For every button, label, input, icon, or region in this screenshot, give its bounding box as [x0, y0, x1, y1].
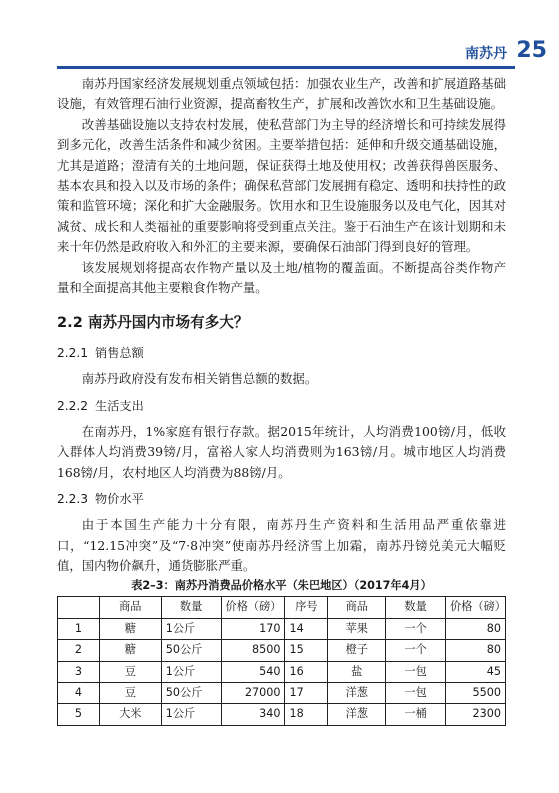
table-cell: 340 — [221, 704, 285, 725]
page-number: 25 — [516, 38, 547, 63]
subsection-heading-sales — [57, 343, 506, 363]
subsection-heading-price-level — [57, 489, 506, 509]
table-cell: 8500 — [221, 640, 285, 661]
table-cell: 80 — [446, 640, 506, 661]
table-cell: 16 — [285, 661, 328, 682]
table-cell: 一个 — [386, 640, 446, 661]
section-heading — [57, 311, 506, 335]
table-cell: 盐 — [328, 661, 386, 682]
subsection-title: 销售总额 — [95, 346, 144, 361]
column-header: 价格（磅） — [221, 597, 285, 618]
subsection-title: 生活支出 — [95, 398, 144, 413]
subsection-number: 2.2.2 — [57, 398, 89, 413]
page-body — [57, 74, 506, 726]
table-cell: 50公斤 — [161, 682, 221, 703]
subsection-title: 物价水平 — [95, 492, 144, 507]
table-cell: 17 — [285, 682, 328, 703]
table-cell: 80 — [446, 618, 506, 639]
subsection-heading-living-cost — [57, 396, 506, 416]
column-header: 商品 — [328, 597, 386, 618]
table-cell: 一包 — [386, 661, 446, 682]
table-cell: 豆 — [99, 661, 161, 682]
subsection-number: 2.2.1 — [57, 346, 89, 361]
table-row — [58, 618, 506, 639]
subsection-text-living-cost: 在南苏丹，1%家庭有银行存款。据2015年统计，人均消费100镑/月，低收入群体人均消费39镑/月，富裕人家人均消费则为163镑/月。城市地区人均消费168镑/月，农村地区人均消费为88镑/月。 — [57, 423, 506, 480]
table-cell: 170 — [221, 618, 285, 639]
table-cell: 1公斤 — [161, 618, 221, 639]
price-table — [57, 596, 506, 725]
table-cell: 大米 — [99, 704, 161, 725]
table-cell: 5500 — [446, 682, 506, 703]
table-row — [58, 640, 506, 661]
intro-paragraph-3: 该发展规划将提高农作物产量以及土地/植物的覆盖面。不断提高谷类作物产量和全面提高其他主要粮食作物产量。 — [57, 259, 506, 296]
table-caption: 表2–3：南苏丹消费品价格水平（朱巴地区）（2017年4月） — [131, 579, 432, 593]
table-header-row — [58, 597, 506, 618]
section-title: 南苏丹国内市场有多大？ — [87, 314, 249, 332]
subsection-number: 2.2.3 — [57, 492, 89, 507]
column-header — [58, 597, 100, 618]
table-cell: 15 — [285, 640, 328, 661]
table-cell: 50公斤 — [161, 640, 221, 661]
table-cell: 2300 — [446, 704, 506, 725]
table-cell: 一个 — [386, 618, 446, 639]
table-cell: 豆 — [99, 682, 161, 703]
column-header: 数量 — [386, 597, 446, 618]
column-header: 价格（磅） — [446, 597, 506, 618]
table-cell: 5 — [58, 704, 100, 725]
table-row — [58, 704, 506, 725]
subsection-text-price-level: 由于本国生产能力十分有限，南苏丹生产资料和生活用品严重依靠进口，“12.15冲突”及“7·8冲突”使南苏丹经济雪上加霜，南苏丹镑兑美元大幅贬值，国内物价飙升，通货膨胀严重。 — [57, 517, 506, 573]
table-cell: 45 — [446, 661, 506, 682]
column-header: 商品 — [99, 597, 161, 618]
table-cell: 1 — [58, 618, 100, 639]
table-cell: 2 — [58, 640, 100, 661]
intro-paragraph-1: 南苏丹国家经济发展规划重点领域包括：加强农业生产，改善和扩展道路基础设施，有效管理石油行业资源，提高畜牧生产，扩展和改善饮水和卫生基础设施。 — [57, 76, 506, 112]
table-cell: 糖 — [99, 640, 161, 661]
table-row — [58, 661, 506, 682]
table-cell: 洋葱 — [328, 682, 386, 703]
section-number: 2.2 — [57, 314, 83, 332]
subsection-text-sales: 南苏丹政府没有发布相关销售总额的数据。 — [81, 371, 318, 387]
header-rule — [57, 66, 515, 69]
table-cell: 一包 — [386, 682, 446, 703]
table-cell: 1公斤 — [161, 704, 221, 725]
table-cell: 540 — [221, 661, 285, 682]
table-cell: 1公斤 — [161, 661, 221, 682]
table-cell: 27000 — [221, 682, 285, 703]
table-row — [58, 682, 506, 703]
table-cell: 18 — [285, 704, 328, 725]
column-header: 数量 — [161, 597, 221, 618]
table-cell: 一桶 — [386, 704, 446, 725]
table-cell: 橙子 — [328, 640, 386, 661]
column-header: 序号 — [285, 597, 328, 618]
running-header-label: 南苏丹 — [465, 46, 507, 62]
table-cell: 3 — [58, 661, 100, 682]
table-cell: 14 — [285, 618, 328, 639]
intro-paragraph-2: 改善基础设施以支持农村发展，使私营部门为主导的经济增长和可持续发展得到多元化，改善生活条件和减少贫困。主要举措包括：延伸和升级交通基础设施，尤其是道路；澄清有关的土地问题，保证获得土地及使用权；改善获得兽医服务、基本农具和投入以及市场的条件；确保私营部门发展拥有稳定、透明和扶持性的政策和监管环境；深化和扩大金融服务。饮用水和卫生设施服务以及电气化，因其对减贫、成长和人类福祉的重要影响将受到重点关注。鉴于石油生产在该计划期和未来十年仍然是政府收入和外汇的主要来源，要确保石油部门得到良好的管理。 — [57, 116, 506, 255]
table-cell: 4 — [58, 682, 100, 703]
table-cell: 苹果 — [328, 618, 386, 639]
table-cell: 糖 — [99, 618, 161, 639]
table-cell: 洋葱 — [328, 704, 386, 725]
